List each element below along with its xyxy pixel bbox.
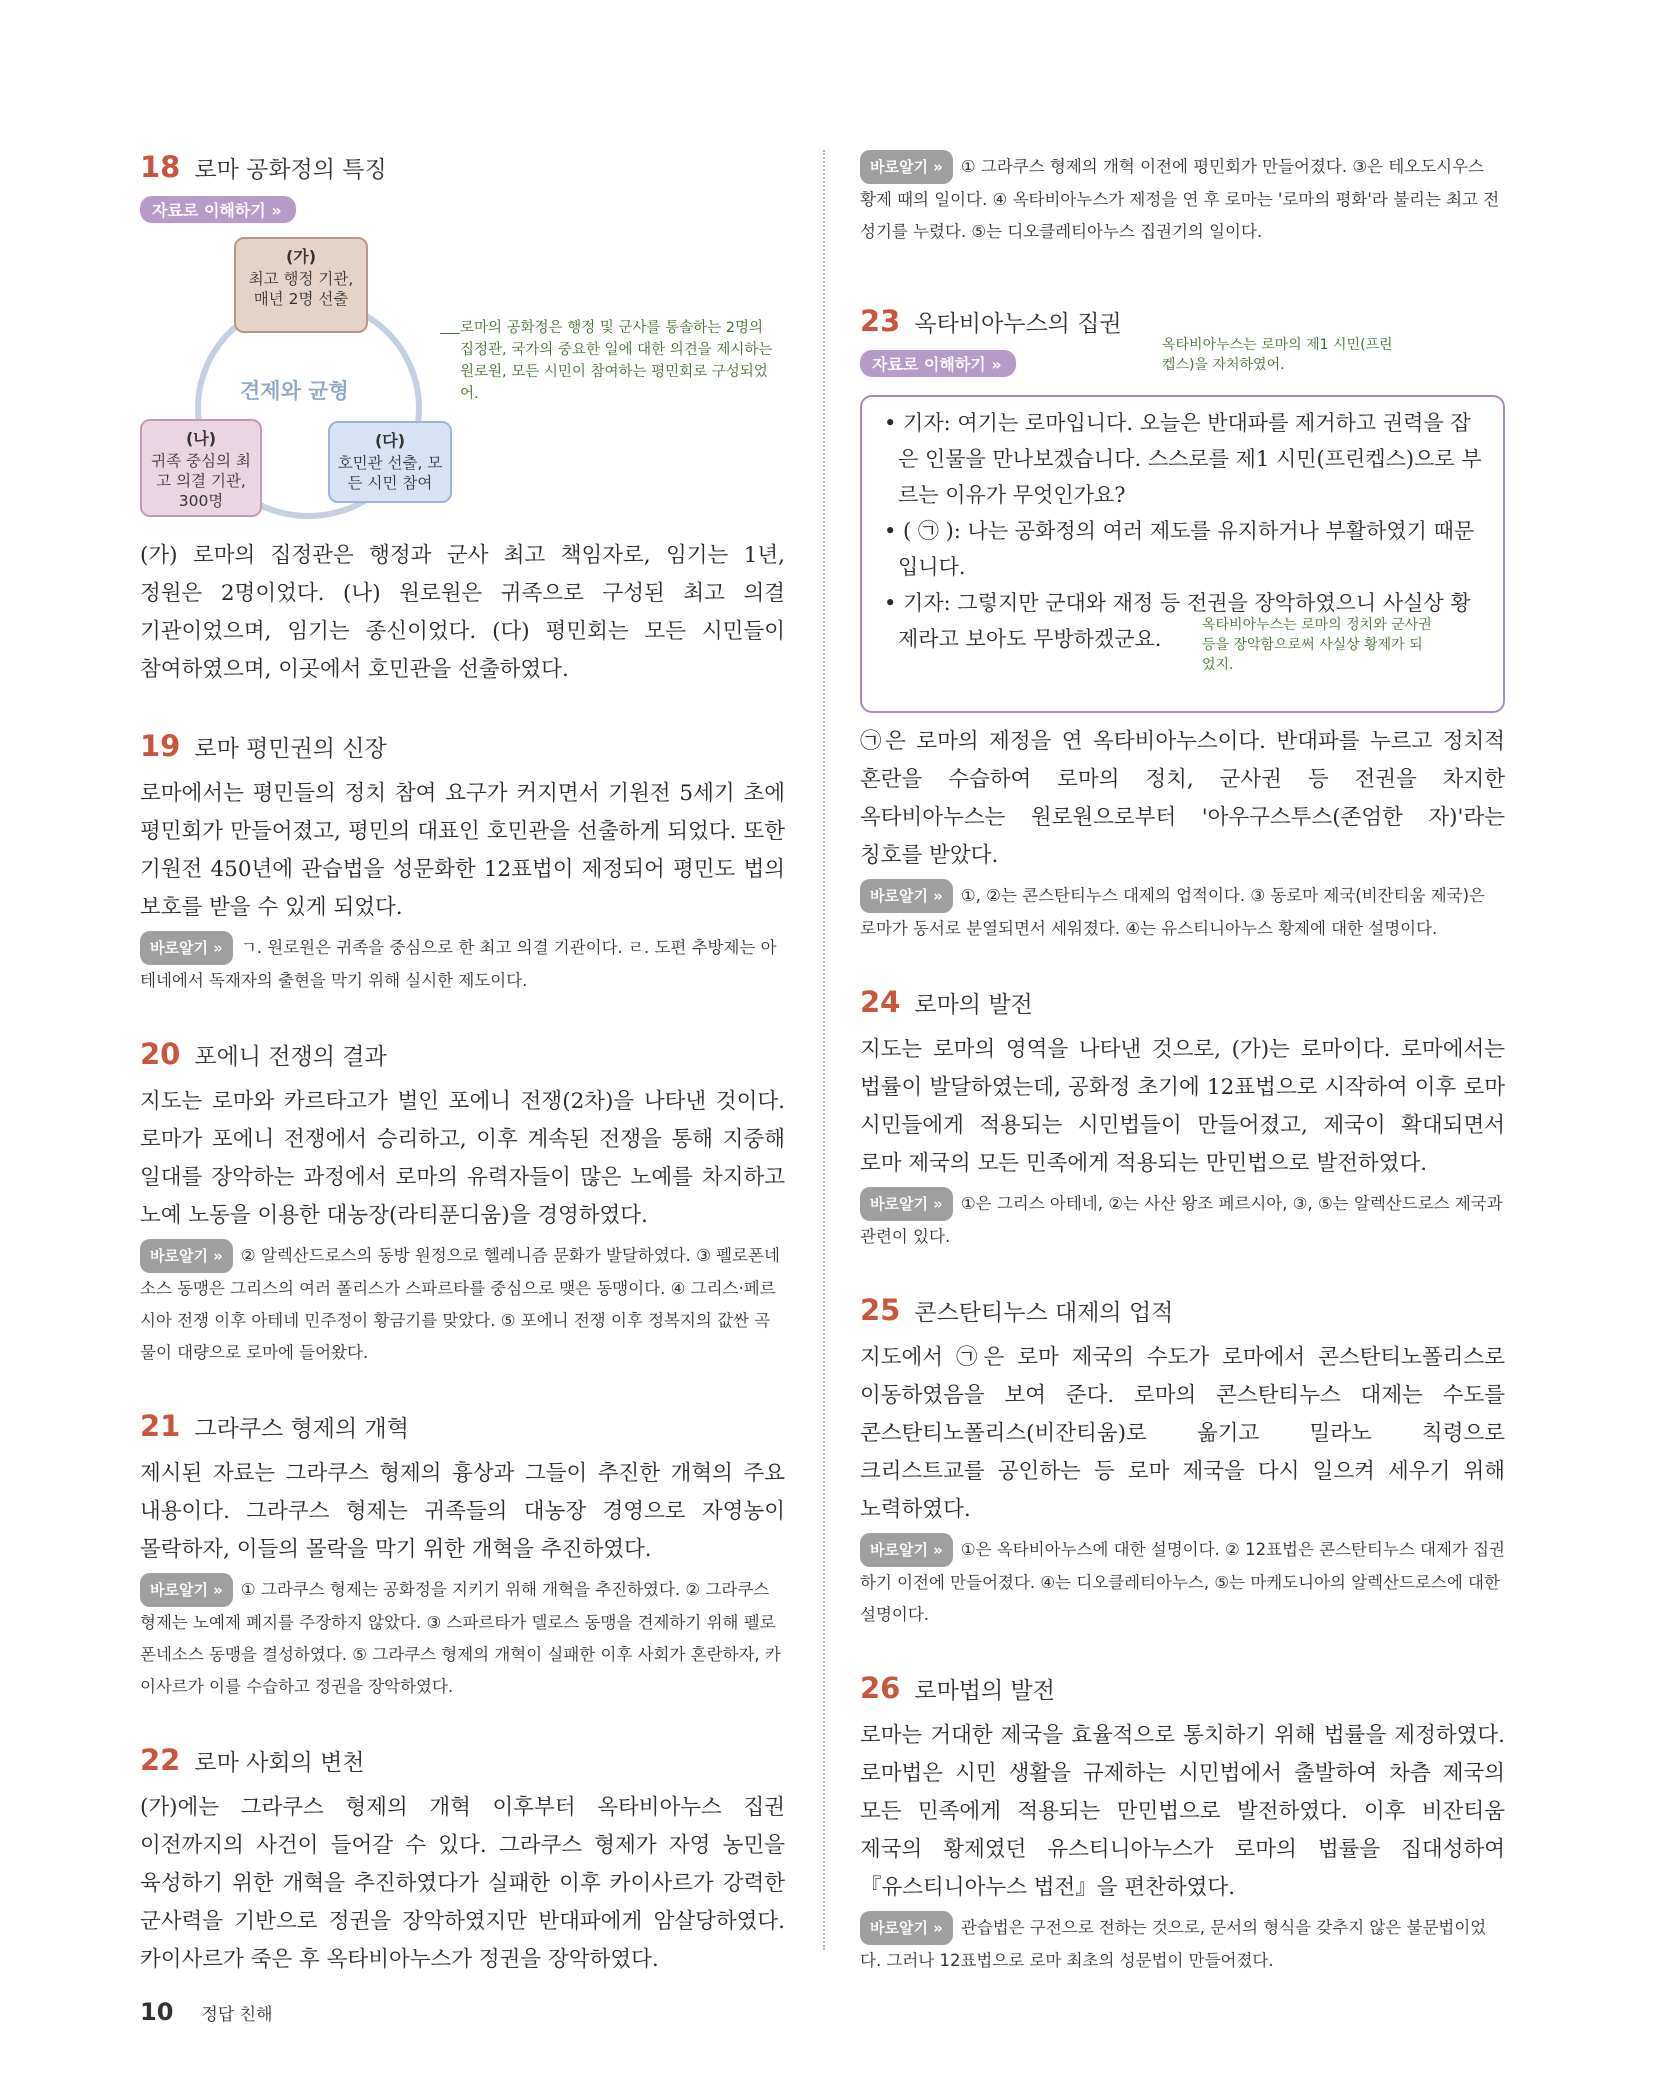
node-plebeian: [328, 421, 452, 503]
section-title: 옥타비아누스의 집권: [914, 311, 1122, 337]
note-text: ①은 그리스 아테네, ②는 사산 왕조 페르시아, ③, ⑤는 알렉산드로스 제국과 관련이 있다.: [860, 1194, 1503, 1246]
section-title: 로마의 발전: [914, 992, 1033, 1018]
note-text: 관습법은 구전으로 전하는 것으로, 문서의 형식을 갖추지 않은 불문법이었다. 그러나 12표법으로 로마 최초의 성문법이 만들어졌다.: [860, 1918, 1487, 1970]
section-19: [140, 729, 785, 997]
section-title: 로마 평민권의 신장: [194, 736, 387, 762]
node-c-head: (다): [374, 431, 406, 450]
node-senate: [140, 419, 262, 517]
note-text: ② 알렉산드로스의 동방 원정으로 헬레니즘 문화가 발달하였다. ③ 펠로폰네소스 동맹은 그리스의 여러 폴리스가 스파르타를 중심으로 맺은 동맹이다. ④ 그리스·페르시아 전쟁 이후 아테네 민주정이 황금기를 맞았다. ⑤ 포에니 전쟁 이후 정복지의 값싼 곡물이 대량으로 로마에 들어왔다.: [140, 1246, 780, 1362]
data-tag: 자료로 이해하기 »: [860, 350, 1016, 377]
center-label: 견제와 균형: [240, 379, 349, 403]
node-a-head: (가): [285, 247, 317, 266]
answer-note: [860, 879, 1505, 945]
correct-tag: 바로알기 »: [860, 1533, 953, 1567]
node-a-body: 최고 행정 기관, 매년 2명 선출: [248, 270, 354, 308]
section-26: [860, 1671, 1505, 1977]
section-body: 지도는 로마의 영역을 나타낸 것으로, (가)는 로마이다. 로마에서는 법률이 발달하였는데, 공화정 초기에 12표법으로 시작하여 이후 로마 시민들에게 적용되는 시민법들이 만들어졌고, 제국이 확대되면서 로마 제국의 모든 민족에게 적용되는 만민법으로 발전하였다.: [860, 1037, 1505, 1176]
section-body: (가) 로마의 집정관은 행정과 군사 최고 책임자로, 임기는 1년, 정원은 2명이었다. (나) 원로원은 귀족으로 구성된 최고 의결 기관이었으며, 임기는 종신이었다. (다) 평민회는 모든 시민들이 참여하였으며, 이곳에서 호민관을 선출하였다.: [140, 543, 785, 682]
correct-tag: 바로알기 »: [140, 931, 233, 965]
section-body: (가)에는 그라쿠스 형제의 개혁 이후부터 옥타비아누스 집권 이전까지의 사건이 들어갈 수 있다. 그라쿠스 형제가 자영 농민을 육성하기 위한 개혁을 추진하였다가 실패한 이후 카이사르가 강력한 군사력을 기반으로 정권을 장악하였지만 반대파에게 암살당하였다. 카이사르가 죽은 후 옥타비아누스가 정권을 장악하였다.: [140, 1795, 785, 1972]
correct-tag: 바로알기 »: [860, 150, 953, 184]
note-text: ㄱ. 원로원은 귀족을 중심으로 한 최고 의결 기관이다. ㄹ. 도편 추방제는 아테네에서 독재자의 출현을 막기 위해 실시한 제도이다.: [140, 938, 777, 990]
section-number: 26: [860, 1671, 901, 1705]
correct-tag: 바로알기 »: [860, 1911, 953, 1945]
correct-tag: 바로알기 »: [140, 1573, 233, 1607]
correct-tag: 바로알기 »: [860, 879, 953, 913]
node-b-body: 귀족 중심의 최고 의결 기관, 300명: [151, 452, 251, 510]
section-title: 로마 사회의 변천: [194, 1750, 365, 1776]
answer-note: [860, 150, 1505, 248]
note-connector: [440, 333, 460, 334]
section-body: 지도에서 ㉠은 로마 제국의 수도가 로마에서 콘스탄티노폴리스로 이동하였음을 보여 준다. 로마의 콘스탄티누스 대제는 수도를 콘스탄티노폴리스(비잔티움)로 옮기고 밀라노 칙령으로 크리스트교를 공인하는 등 로마 제국을 다시 일으켜 세우기 위해 노력하였다.: [860, 1345, 1505, 1522]
footer-label: 정답 친해: [201, 2005, 273, 2025]
section-title: 로마법의 발전: [914, 1678, 1055, 1704]
interview-line-1: • 기자: 여기는 로마입니다. 오늘은 반대파를 제거하고 권력을 잡은 인물을 만나보겠습니다. 스스로를 제1 시민(프린켑스)으로 부르는 이유가 무엇인가요?: [884, 411, 1482, 507]
section-number: 23: [860, 304, 901, 338]
answer-note: [140, 1573, 785, 1703]
note-text: ① 그라쿠스 형제의 개혁 이전에 평민회가 만들어졌다. ③은 테오도시우스 황제 때의 일이다. ④ 옥타비아누스가 제정을 연 후 로마는 '로마의 평화'라 불리는 최고 전성기를 누렸다. ⑤는 디오클레티아누스 집권기의 일이다.: [860, 157, 1500, 241]
section-25: [860, 1293, 1505, 1631]
section-23: [860, 304, 1505, 945]
node-consul: [234, 237, 368, 333]
section-21: [140, 1409, 785, 1703]
answer-note: [860, 1533, 1505, 1631]
correct-tag: 바로알기 »: [860, 1187, 953, 1221]
left-column: [140, 150, 785, 2019]
section-title: 그라쿠스 형제의 개혁: [194, 1416, 409, 1442]
section-body: 지도는 로마와 카르타고가 벌인 포에니 전쟁(2차)을 나타낸 것이다. 로마가 포에니 전쟁에서 승리하고, 이후 계속된 전쟁을 통해 지중해 일대를 장악하는 과정에서 로마의 유력자들이 많은 노예를 차지하고 노예 노동을 이용한 대농장(라티푼디움)을 경영하였다.: [140, 1089, 785, 1228]
section-body: 제시된 자료는 그라쿠스 형제의 흉상과 그들이 추진한 개혁의 주요 내용이다. 그라쿠스 형제는 귀족들의 대농장 경영으로 자영농이 몰락하자, 이들의 몰락을 막기 위한 개혁을 추진하였다.: [140, 1461, 785, 1562]
note-text: ①은 옥타비아누스에 대한 설명이다. ② 12표법은 콘스탄티누스 대제가 집권하기 이전에 만들어졌다. ④는 디오클레티아누스, ⑤는 마케도니아의 알렉산드로스에 대한 설명이다.: [860, 1540, 1505, 1624]
note-text: ①, ②는 콘스탄티누스 대제의 업적이다. ③ 동로마 제국(비잔티움 제국)은 로마가 동서로 분열되면서 세워졌다. ④는 유스티니아누스 황제에 대한 설명이다.: [860, 886, 1485, 938]
right-column: [860, 150, 1505, 2017]
section-body: ㉠은 로마의 제정을 연 옥타비아누스이다. 반대파를 누르고 정치적 혼란을 수습하여 로마의 정치, 군사권 등 전권을 차지한 옥타비아누스는 원로원으로부터 '아우구스투스(존엄한 자)'라는 칭호를 받았다.: [860, 729, 1505, 868]
column-divider: [823, 150, 825, 1950]
section-number: 22: [140, 1743, 181, 1777]
note-text: ① 그라쿠스 형제는 공화정을 지키기 위해 개혁을 추진하였다. ② 그라쿠스 형제는 노예제 폐지를 주장하지 않았다. ③ 스파르타가 델로스 동맹을 견제하기 위해 펠로폰네소스 동맹을 결성하였다. ⑤ 그라쿠스 형제의 개혁이 실패한 이후 사회가 혼란하자, 카이사르가 이를 수습하고 정권을 장악하였다.: [140, 1580, 781, 1696]
node-c-body: 호민관 선출, 모든 시민 참여: [337, 454, 443, 492]
correct-tag: 바로알기 »: [140, 1239, 233, 1273]
page-number: 10: [140, 1998, 174, 2026]
section-title: 콘스탄티누스 대제의 업적: [914, 1300, 1174, 1326]
section-22: [140, 1743, 785, 1979]
answer-note: [140, 1239, 785, 1369]
section-20: [140, 1037, 785, 1369]
section-number: 25: [860, 1293, 901, 1327]
data-tag: 자료로 이해하기 »: [140, 196, 296, 223]
section-body: 로마는 거대한 제국을 효율적으로 통치하기 위해 법률을 제정하였다. 로마법은 시민 생활을 규제하는 시민법에서 출발하여 차츰 제국의 모든 민족에게 적용되는 만민법으로 발전하였다. 이후 비잔티움 제국의 황제였던 유스티니아누스가 로마의 법률을 집대성하여 『유스티니아누스 법전』을 편찬하였다.: [860, 1723, 1505, 1900]
section-18: [140, 150, 785, 689]
node-b-head: (나): [185, 429, 217, 448]
callout-bottom: 옥타비아누스는 로마의 정치와 군사권 등을 장악함으로써 사실상 황제가 되었지.: [1202, 617, 1432, 673]
interview-line-3: • 기자: 그렇지만 군대와 재정 등 전권을 장악하였으니 사실상 황제라고 보아도 무방하겠군요.: [884, 591, 1471, 651]
section-number: 24: [860, 985, 901, 1019]
answer-note: [860, 1187, 1505, 1253]
interview-line-2: • ( ㉠ ): 나는 공화정의 여러 제도를 유지하거나 부활하였기 때문입니다.: [884, 519, 1475, 579]
section-number: 18: [140, 150, 181, 184]
diagram-note: 로마의 공화정은 행정 및 군사를 통솔하는 2명의 집정관, 국가의 중요한 일에 대한 의견을 제시하는 원로원, 모든 시민이 참여하는 평민회로 구성되었어.: [460, 320, 773, 402]
republic-diagram: [140, 237, 785, 537]
section-number: 19: [140, 729, 181, 763]
section-number: 21: [140, 1409, 181, 1443]
answer-note: [140, 931, 785, 997]
section-title: 포에니 전쟁의 결과: [194, 1044, 387, 1070]
callout-top: 옥타비아누스는 로마의 제1 시민(프린켑스)을 자처하였어.: [1162, 337, 1393, 373]
section-body: 로마에서는 평민들의 정치 참여 요구가 커지면서 기원전 5세기 초에 평민회가 만들어졌고, 평민의 대표인 호민관을 선출하게 되었다. 또한 기원전 450년에 관습법을 성문화한 12표법이 제정되어 평민도 법의 보호를 받을 수 있게 되었다.: [140, 781, 785, 920]
section-number: 20: [140, 1037, 181, 1071]
section-24: [860, 985, 1505, 1253]
answer-note: [860, 1911, 1505, 1977]
page-footer: [140, 1998, 273, 2026]
section-22-note: [860, 150, 1505, 248]
section-title: 로마 공화정의 특징: [194, 157, 387, 183]
